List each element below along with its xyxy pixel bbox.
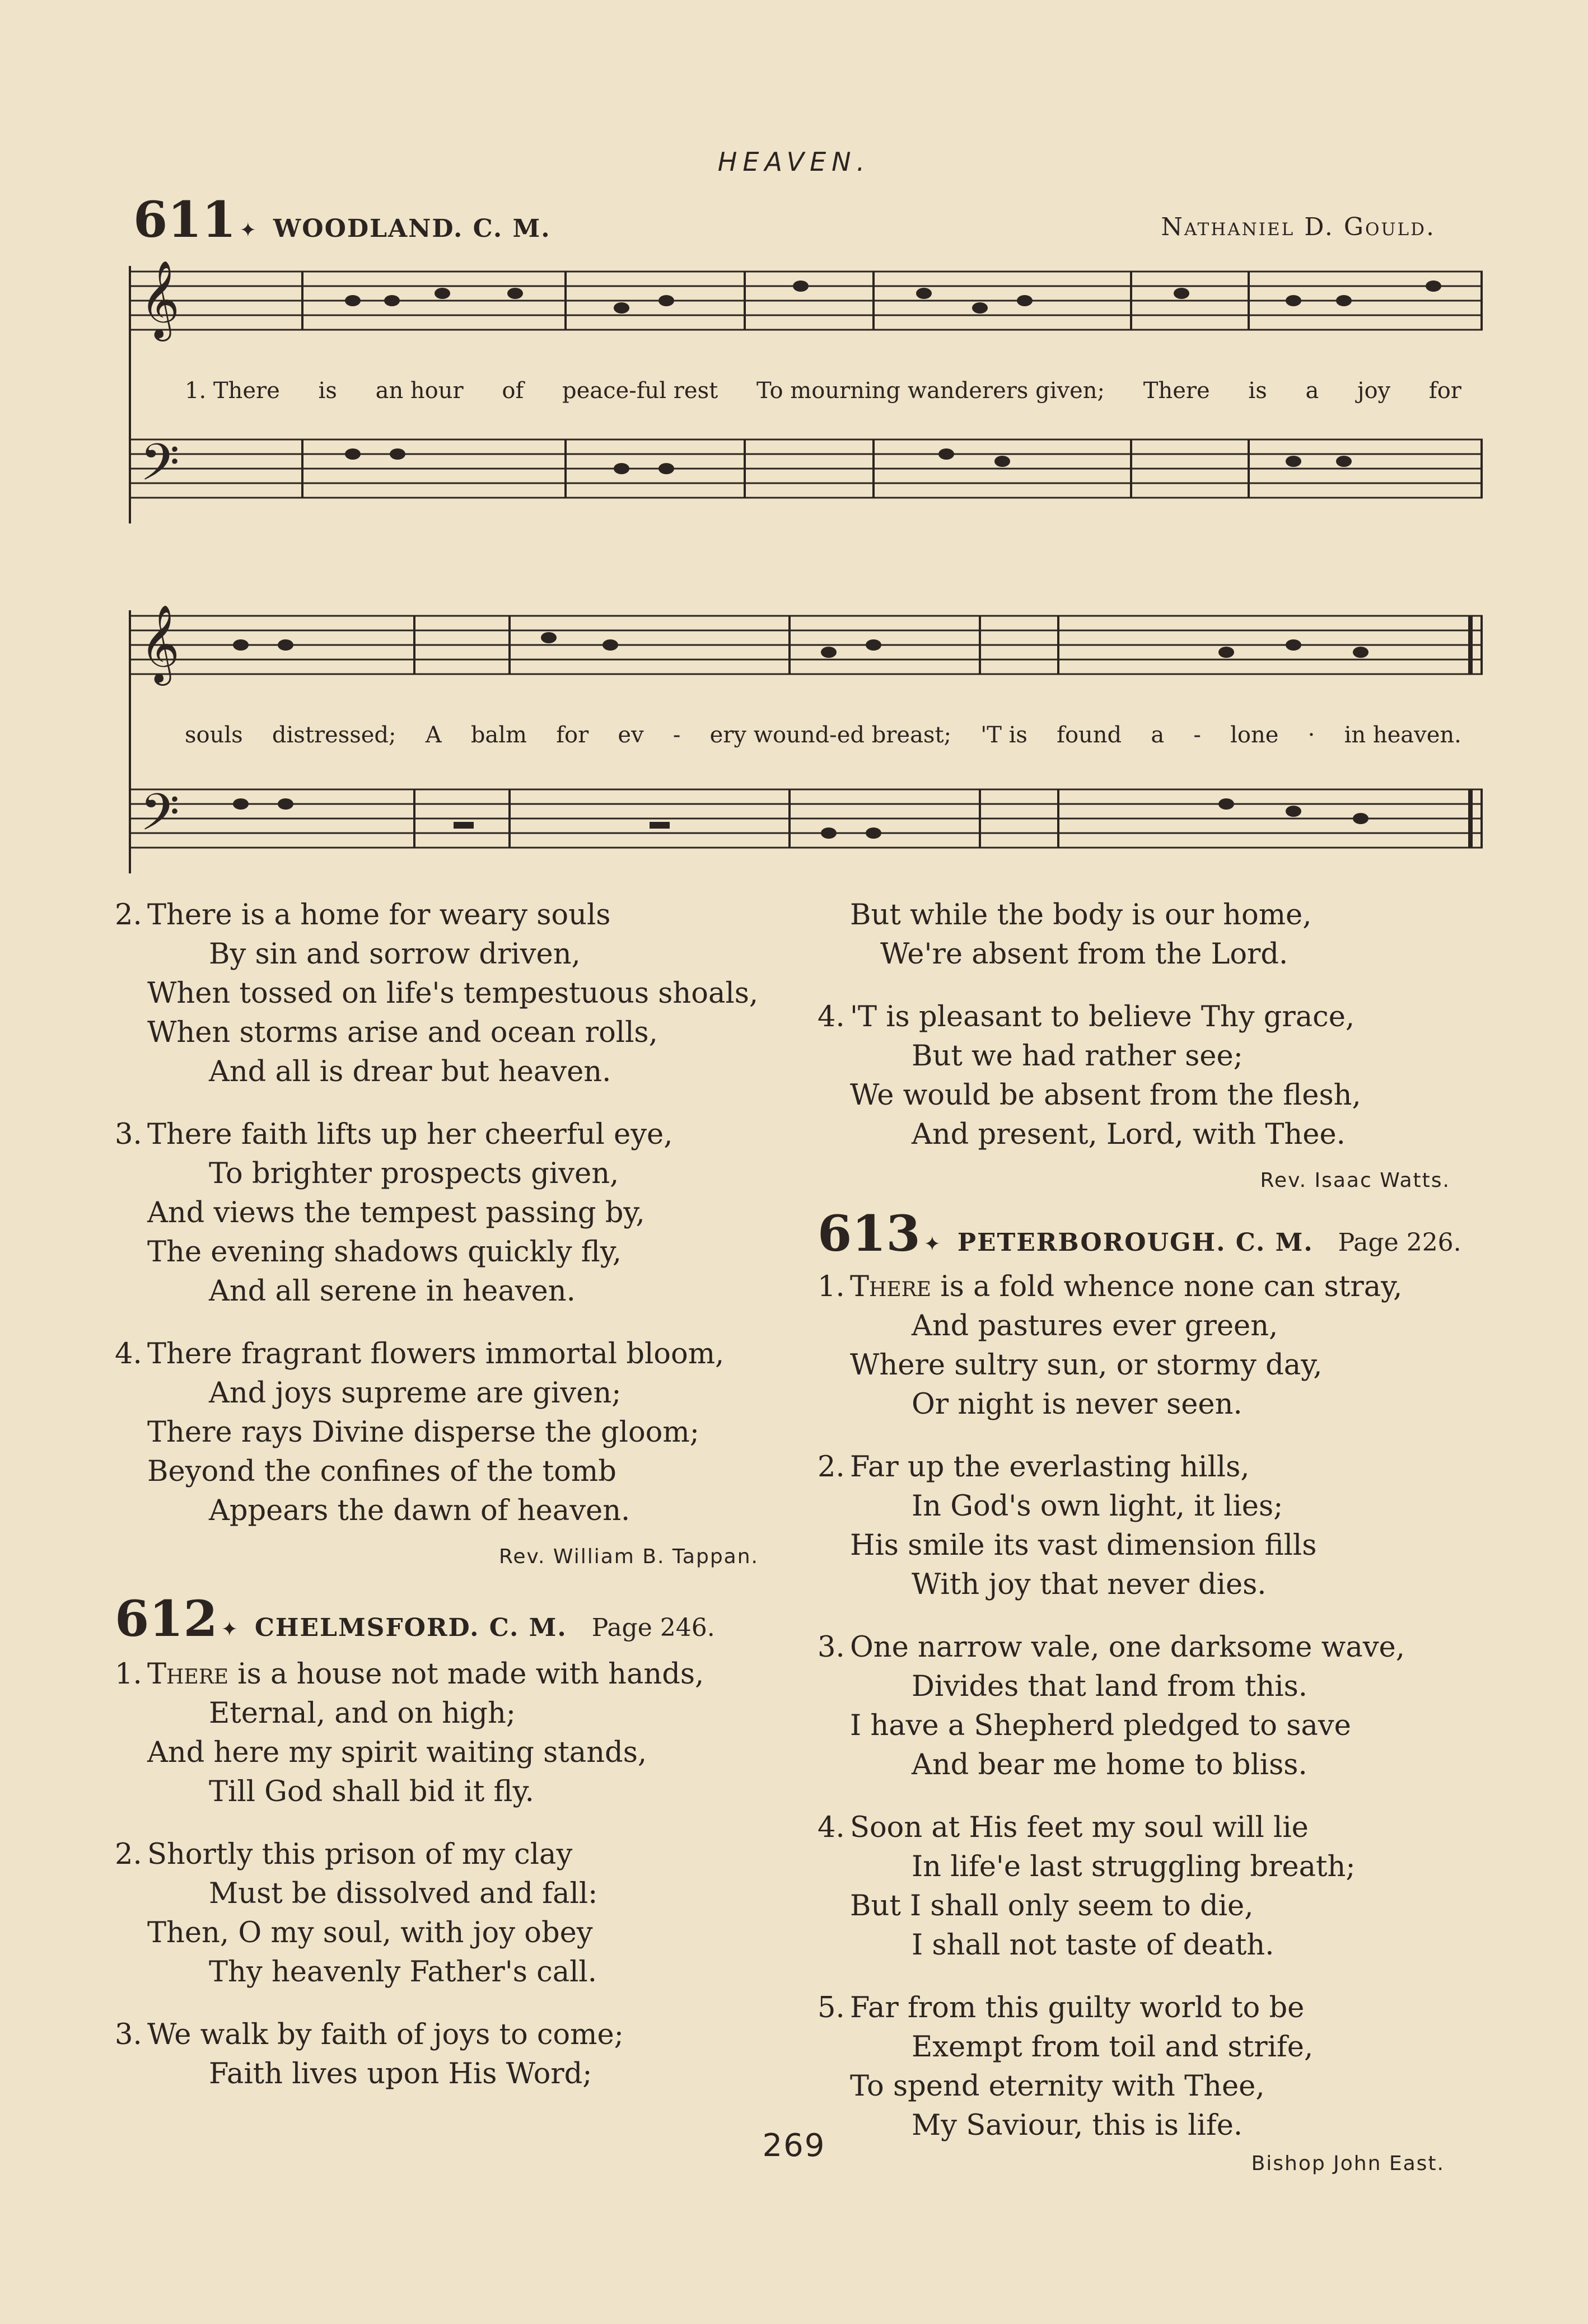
- star-icon: ✦: [923, 1233, 941, 1256]
- hymn-612-author: Rev. Isaac Watts.: [1260, 1169, 1450, 1192]
- hymn-611-header: [133, 190, 551, 249]
- hymn-612-verse-3-start: 3. We walk by faith of joys to come; Faith lives upon His Word;: [115, 2018, 624, 2091]
- hymn-612-verse-4: 4. 'T is pleasant to believe Thy grace, But we had rather see; We would be absent from the flesh, And present, Lord, with Thee.: [818, 1000, 1361, 1151]
- hymn-612-verse-2: 2. Shortly this prison of my clay Must be dissolved and fall: Then, O my soul, with joy obey Thy heavenly Father's call.: [115, 1838, 598, 1989]
- page-number: 269: [762, 2127, 826, 2164]
- tune-name: WOODLAND. C. M.: [273, 214, 551, 243]
- hymn-612-verse-1: 1. There is a house not made with hands, Eternal, and on high; And here my spirit waiting stands, Till God shall bid it fly.: [115, 1658, 704, 1808]
- section-title: HEAVEN.: [717, 147, 871, 177]
- left-column: [115, 896, 792, 2117]
- hymn-613-verse-2: 2. Far up the everlasting hills, In God's own light, it lies; His smile its vast dimension fills With joy that never dies.: [818, 1451, 1317, 1601]
- svg-text:𝄞: 𝄞: [140, 605, 180, 682]
- hymn-number: 611: [133, 190, 236, 249]
- right-column: [818, 896, 1484, 2197]
- lyrics-line-2: souls distressed; A balm for ev - ery wound-ed breast; 'T is found a - lone · in heaven.: [185, 722, 1461, 748]
- hymn-611-verse-4: 4. There fragrant flowers immortal bloom, And joys supreme are given; There rays Divine disperse the gloom; Beyond the confines of the tomb Appears the dawn of heaven.: [115, 1338, 725, 1527]
- hymn-611-author: Rev. William B. Tappan.: [498, 1545, 759, 1568]
- hymn-613-author: Bishop John East.: [1251, 2152, 1445, 2175]
- hymn-611-verse-2: 2. There is a home for weary souls By sin and sorrow driven, When tossed on life's tempestuous shoals, When storms arise and ocean rolls, And all is drear but heaven.: [115, 899, 759, 1088]
- svg-text:𝄞: 𝄞: [140, 260, 180, 338]
- hymn-611-verse-3: 3. There faith lifts up her cheerful eye, To brighter prospects given, And views the tempest passing by, The evening shadows quickly fly, And all serene in heaven.: [115, 1118, 673, 1308]
- composer-name: Nathaniel D. Gould.: [1161, 213, 1436, 241]
- star-icon: ✦: [221, 1618, 238, 1641]
- lyrics-line-1: 1. There is an hour of peace-ful rest To mourning wanderers given; There is a joy for: [185, 378, 1461, 404]
- hymn-612-verse-3-end: But while the body is our home, We're absent from the Lord.: [850, 899, 1312, 971]
- star-icon: ✦: [239, 219, 256, 242]
- hymn-613-verse-5: 5. Far from this guilty world to be Exempt from toil and strife, To spend eternity with Thee, My Saviour, this is life.: [818, 1991, 1314, 2142]
- hymn-612-header: 612 ✦ CHELMSFORD. C. M. Page 246.: [115, 1599, 792, 1649]
- hymn-613-header: 613 ✦ PETERBOROUGH. C. M. Page 226.: [818, 1214, 1484, 1264]
- hymn-613-verse-4: 4. Soon at His feet my soul will lie In life'e last struggling breath; But I shall only seem to die, I shall not taste of death.: [818, 1811, 1356, 1962]
- svg-text:𝄢: 𝄢: [140, 433, 180, 504]
- hymn-613-verse-1: 1. There is a fold whence none can stray, And pastures ever green, Where sultry sun, or stormy day, Or night is never seen.: [818, 1270, 1403, 1421]
- svg-text:𝄢: 𝄢: [140, 783, 180, 854]
- hymn-613-verse-3: 3. One narrow vale, one darksome wave, Divides that land from this. I have a Shepherd pledged to save And bear me home to bliss.: [818, 1631, 1405, 1781]
